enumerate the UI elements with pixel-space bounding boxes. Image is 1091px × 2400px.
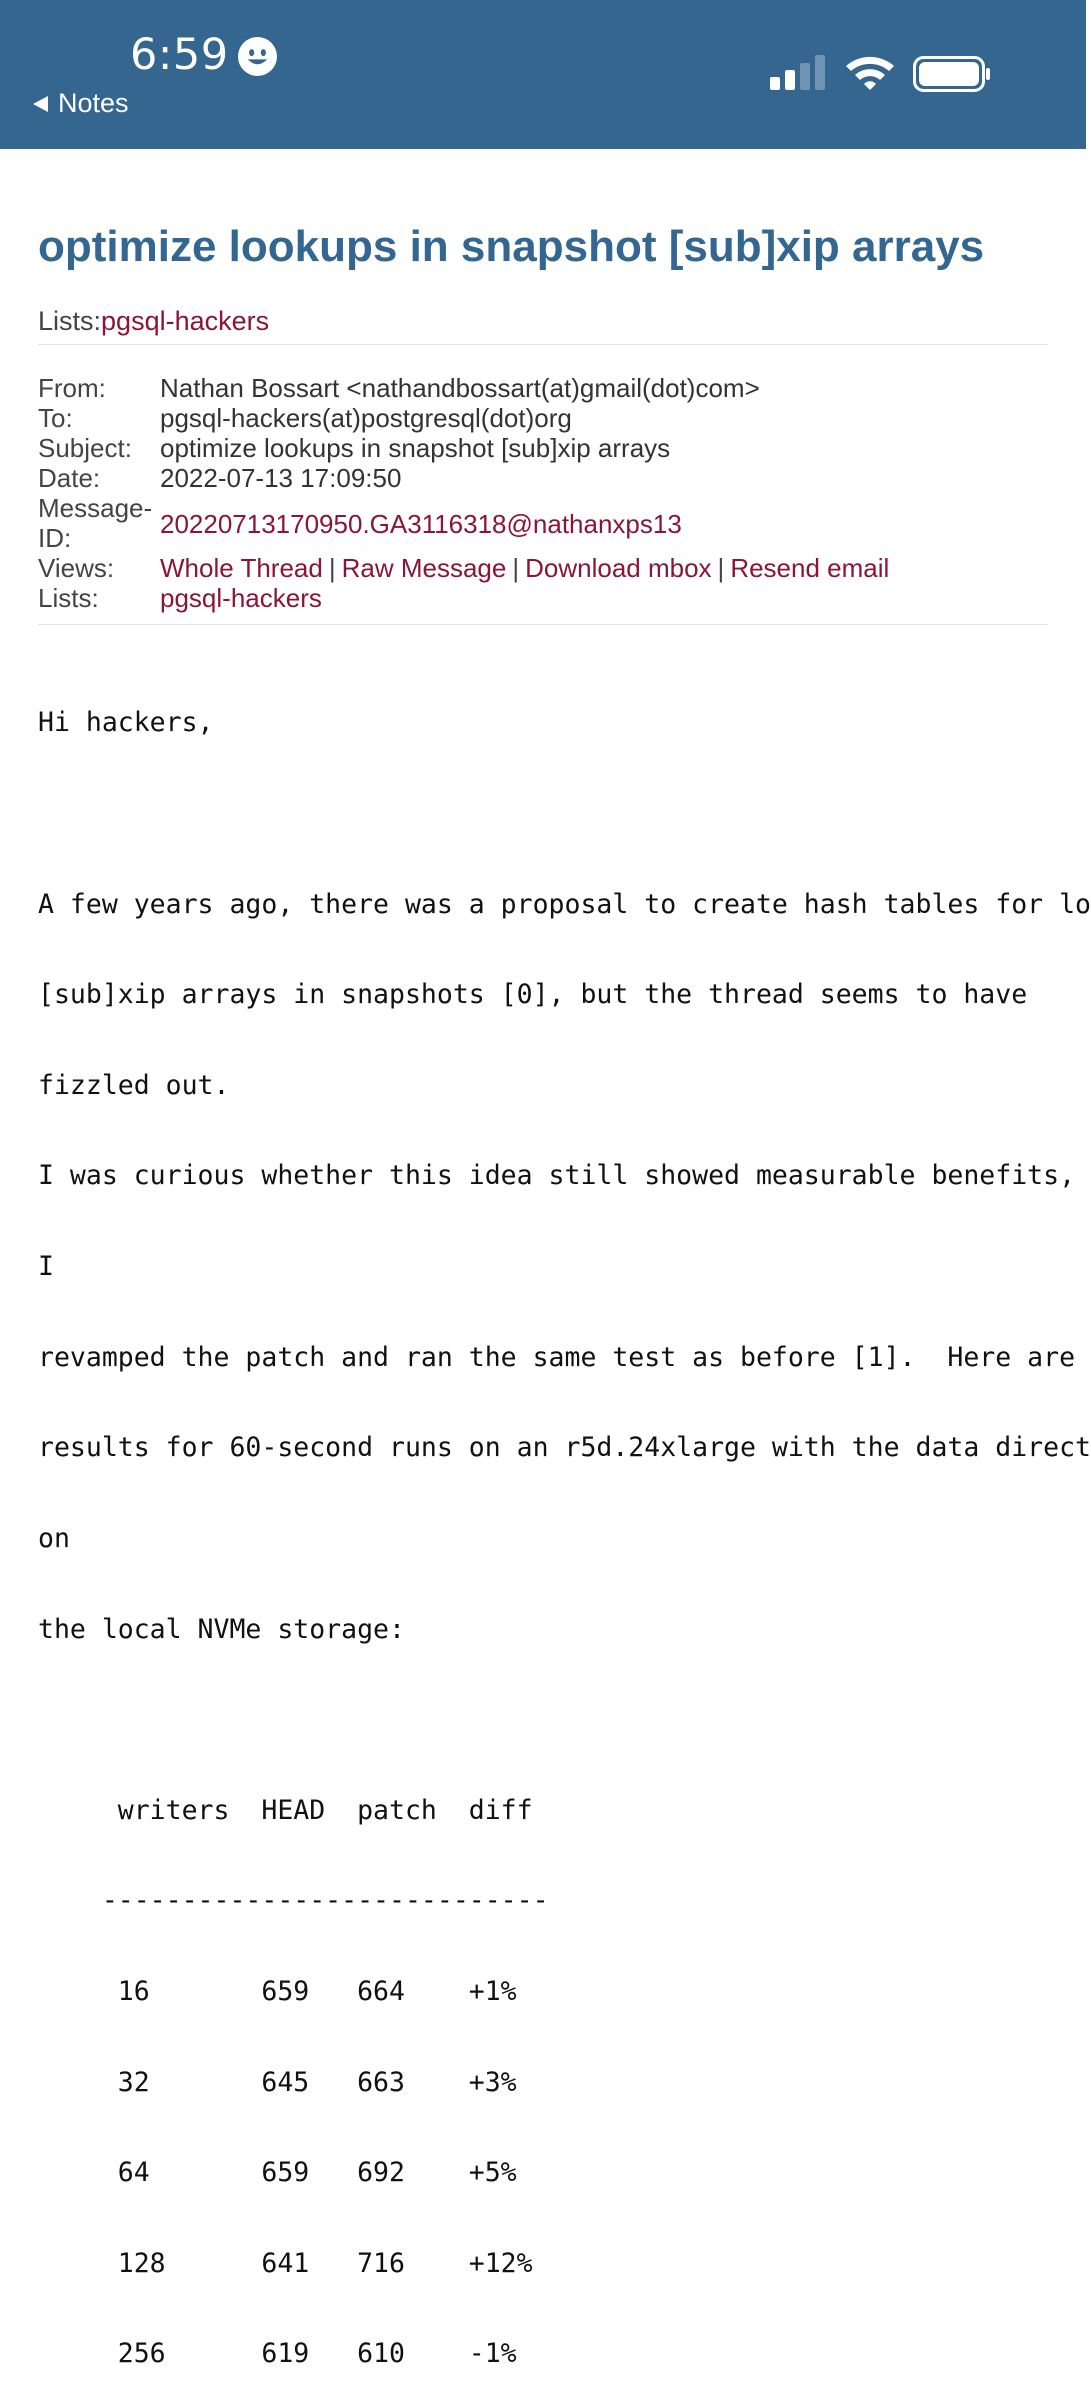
body-line: I xyxy=(38,1251,54,1283)
download-mbox-link[interactable]: Download mbox xyxy=(525,553,712,583)
body-line: revamped the patch and ran the same test as before [1]. Here are xyxy=(38,1341,1076,1373)
smiley-face-icon xyxy=(238,37,277,76)
to-value: pgsql-hackers(at)postgresql(dot)org xyxy=(160,403,572,433)
resend-email-link[interactable]: Resend email xyxy=(730,553,890,583)
body-line: fizzled out. xyxy=(38,1069,230,1101)
results-table-rule: ---------------------------- xyxy=(38,1885,549,1917)
results-table-row: 256 619 610 -1% xyxy=(38,2338,517,2370)
separator: | xyxy=(717,553,725,583)
subject-label: Subject: xyxy=(38,433,132,463)
message-body xyxy=(38,648,1091,2400)
page-title: optimize lookups in snapshot [sub]xip arrays xyxy=(38,222,985,271)
lists-label: Lists: xyxy=(38,583,99,613)
body-line xyxy=(38,799,1086,829)
status-bar xyxy=(0,0,1086,149)
lists-prefix: Lists: xyxy=(38,306,102,336)
views-label: Views: xyxy=(38,553,115,583)
back-arrow-icon xyxy=(33,96,48,112)
subject-value: optimize lookups in snapshot [sub]xip arrays xyxy=(160,433,671,463)
lists-row-link[interactable]: pgsql-hackers xyxy=(160,583,322,613)
clock: 6:59 xyxy=(130,30,229,80)
divider xyxy=(38,344,1048,345)
back-to-notes-button[interactable] xyxy=(33,88,129,119)
separator: | xyxy=(328,553,336,583)
message-id-label-line2: ID: xyxy=(38,523,72,553)
lists-header xyxy=(38,306,269,337)
results-table-row: 64 659 692 +5% xyxy=(38,2157,517,2189)
results-table-row: 32 645 663 +3% xyxy=(38,2066,517,2098)
from-value: Nathan Bossart <nathandbossart(at)gmail(dot)com> xyxy=(160,373,760,403)
body-line: Hi hackers, xyxy=(38,707,214,739)
message-id-label-line1: Message- xyxy=(38,493,153,523)
wifi-icon xyxy=(844,54,896,92)
divider xyxy=(38,624,1048,625)
cellular-signal-icon xyxy=(770,55,828,91)
lists-link[interactable]: pgsql-hackers xyxy=(101,306,270,336)
battery-icon xyxy=(913,56,991,92)
from-label: From: xyxy=(38,373,106,403)
body-line: results for 60-second runs on an r5d.24xlarge with the data direct xyxy=(38,1432,1091,1464)
body-line xyxy=(38,1705,1086,1735)
body-line: I was curious whether this idea still showed measurable benefits, xyxy=(38,1160,1076,1192)
date-label: Date: xyxy=(38,463,101,493)
separator: | xyxy=(512,553,520,583)
message-id-link[interactable]: 20220713170950.GA3116318@nathanxps13 xyxy=(160,509,682,539)
raw-message-link[interactable]: Raw Message xyxy=(341,553,507,583)
views-links xyxy=(160,553,889,583)
body-line: the local NVMe storage: xyxy=(38,1613,405,1645)
results-table-row: 128 641 716 +12% xyxy=(38,2247,533,2279)
body-line: [sub]xip arrays in snapshots [0], but the thread seems to have xyxy=(38,979,1028,1011)
whole-thread-link[interactable]: Whole Thread xyxy=(160,553,323,583)
results-table-row: 16 659 664 +1% xyxy=(38,1975,517,2007)
to-label: To: xyxy=(38,403,73,433)
date-value: 2022-07-13 17:09:50 xyxy=(160,463,402,493)
results-table-header: writers HEAD patch diff xyxy=(38,1794,533,1826)
body-line: A few years ago, there was a proposal to create hash tables for lo xyxy=(38,888,1091,920)
back-label: Notes xyxy=(58,88,129,118)
body-line: on xyxy=(38,1522,70,1554)
